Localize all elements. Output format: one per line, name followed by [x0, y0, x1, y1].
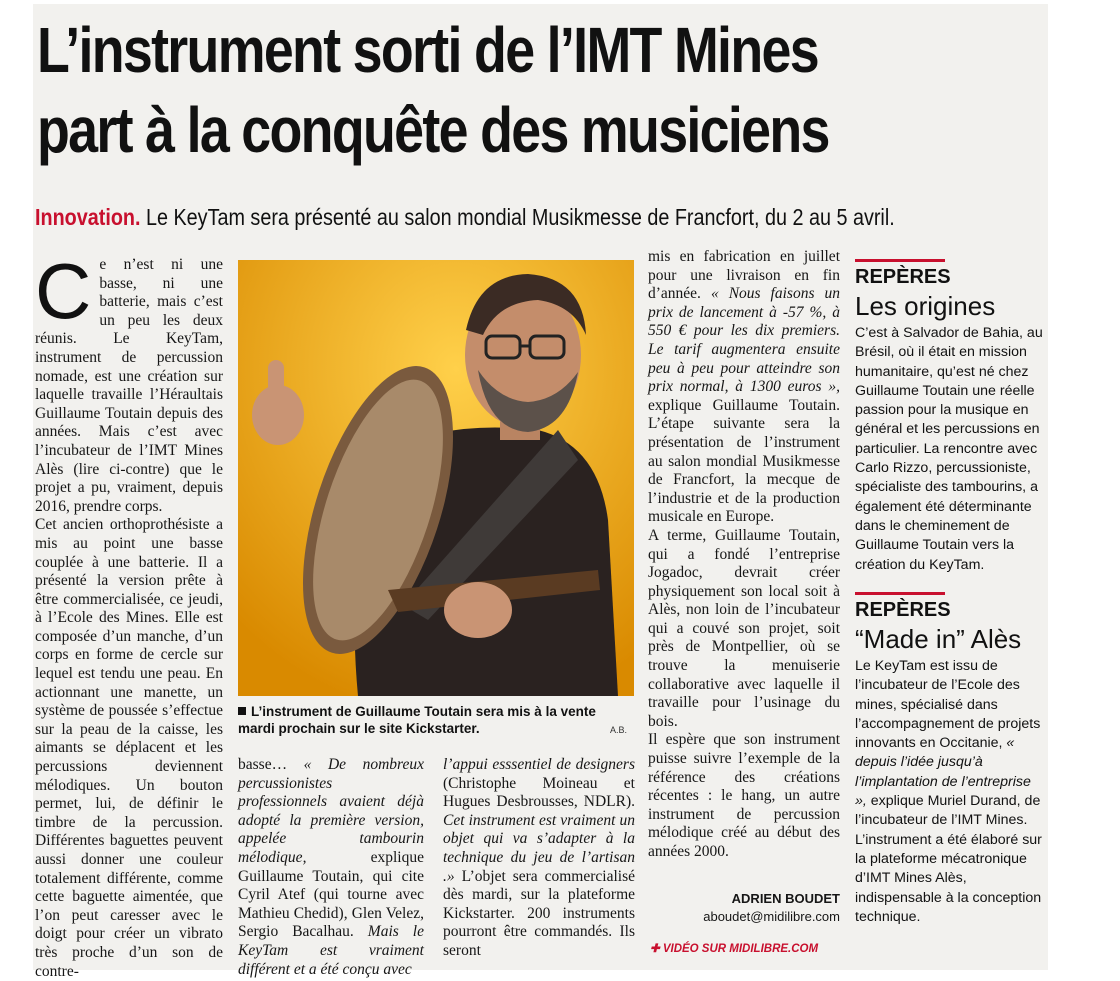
quote-run: « Nous faisons un prix de lancement à -57 %, à 550 € pour les dix premiers. Le tarif augmentera ensuite peu à peu pour atteindre son prix normal, à 1300 euros »,	[648, 285, 840, 396]
quote-run: l’appui esssentiel de designers	[443, 756, 635, 773]
quote-run: « depuis l’idée jusqu’à l’implantation de l’entreprise »,	[855, 735, 1031, 810]
article-column-1	[35, 247, 223, 981]
sidebar-kicker: REPÈRES	[855, 266, 951, 288]
author-name: ADRIEN BOUDET	[731, 890, 840, 906]
video-link[interactable]: ✚ VIDÉO SUR MIDILIBRE.COM	[650, 943, 819, 955]
sidebar-box-made-in-ales	[855, 592, 1045, 927]
photo-credit: A.B.	[610, 725, 628, 735]
text-run: basse…	[238, 756, 304, 773]
headline-line-2: part à la conquête des musiciens	[37, 94, 829, 166]
sidebar-title: “Made in” Alès	[855, 624, 1022, 654]
red-rule	[855, 259, 945, 262]
quote-run: Cet instrument est vraiment un objet qui va s’adapter à la technique du jeu de l’artisan .»	[443, 811, 635, 885]
paragraph: e n’est ni une basse, ni une batterie, mais c’est un peu les deux réunis. Le KeyTam, instrument de percussion nomade, est une création sur laquelle travaille l’Héraultais Guillaume Toutain depuis des années. Mais c’est avec l’incubateur de l’IMT Mines Alès (lire ci-contre) que le projet a pu, vraiment, depuis 2016, prendre corps.	[35, 256, 223, 515]
paragraph	[238, 756, 424, 979]
caption-square-icon	[238, 707, 246, 715]
paragraph	[443, 756, 635, 961]
text-run: L’objet sera commercialisé dès mardi, sur la plateforme Kickstarter. 200 instruments pourront être commandés. Ils seront	[443, 867, 635, 959]
red-rule	[855, 592, 945, 595]
article-column-2	[238, 756, 424, 979]
byline	[648, 890, 840, 927]
photo-caption	[238, 703, 634, 737]
standfirst	[35, 204, 895, 231]
headline	[37, 10, 885, 170]
text-run: explique Guillaume Toutain. L’étape suivante sera la présentation de l’instrument au salon mondial Musikmesse de Francfort, la mecque de l’industrie et de la production musicale en Europe.	[648, 396, 840, 526]
headline-line-1: L’instrument sorti de l’IMT Mines	[37, 14, 818, 86]
text-run: explique Guillaume Toutain, qui cite Cyril Atef (qui tourne avec Mathieu Chedid), Glen Velez, Sergio Bacalhau.	[238, 848, 424, 941]
sidebar-body	[855, 657, 1045, 927]
quote-run: « De nombreux percussionistes professionnels avaient déjà adopté la première version, appelée tambourin mélodique,	[238, 756, 424, 866]
standfirst-text: Le KeyTam sera présenté au salon mondial Musikmesse de Francfort, du 2 au 5 avril.	[140, 204, 895, 230]
sidebar-title: Les origines	[855, 291, 996, 321]
paragraph: Il espère que son instrument puisse suivre l’exemple de la référence des créations récentes : le hang, un autre instrument de percussion mélodique créé au début des années 2000.	[648, 731, 840, 860]
text-run: explique Muriel Durand, de l’incubateur de l’IMT Mines. L’instrument a été élaboré sur la plateforme mécatronique d’IMT Mines Alès, indispensable à la conception technique.	[855, 793, 1042, 925]
paragraph: Cet ancien orthoprothésiste a mis au point une basse couplée à une batterie. Il a présenté la version prête à être commercialisée, ce jeudi, à l’Ecole des Mines. Elle est composée d’un manche, d’un corps en forme de cercle sur lequel est tendu une peau. En actionnant une manette, un système de poussée s’effectue sur la peau de la caisse, les aimants se déplacent et les percussions deviennent mélodiques. Un bouton permet, lui, de définir le timbre de la percussion. Différentes baguettes peuvent aussi donner une couleur totalement différente, comme cette baguette aimentée, que l’on peut caresser avec le doigt pour créer un vibrato très proche d’un son de contre-	[35, 516, 223, 980]
paragraph	[648, 248, 840, 527]
text-run: mis en fabrication en juillet pour une livraison en fin d’année.	[648, 248, 840, 303]
sidebar-body: C’est à Salvador de Bahia, au Brésil, où il était en mission humanitaire, qu’est né chez Guillaume Toutain une réelle passion pour la musique en général et les percussions en particulier. La rencontre avec Carlo Rizzo, percussioniste, spécialiste des tambourins, a également été déterminante dans le cheminement de Guillaume Toutain vers la création du KeyTam.	[855, 325, 1043, 573]
sidebar-box-origins	[855, 259, 1045, 575]
article-photo	[238, 260, 634, 696]
newspaper-page	[33, 4, 1048, 980]
drop-cap: C	[35, 247, 92, 335]
text-run: Le KeyTam est issu de l’incubateur de l’Ecole des mines, spécialisé dans l’accompagnement de projets innovants en Occitanie,	[855, 658, 1041, 752]
section-tag: Innovation.	[35, 204, 141, 230]
text-run: (Christophe Moineau et Hugues Desbrousses, NDLR).	[443, 774, 635, 811]
quote-run: Mais le KeyTam est vraiment différent et a été conçu avec	[238, 923, 424, 978]
sidebar-kicker: REPÈRES	[855, 599, 951, 621]
paragraph: A terme, Guillaume Toutain, qui a fondé l’entreprise Jogadoc, devrait créer physiquement son local soit à Alès, non loin de l’incubateur qui a couvé son projet, soit près de Montpellier, où se trouve la menuiserie collaborative avec laquelle il travaille pour l’usinage du bois.	[648, 526, 840, 730]
musician-with-keytam-illustration	[238, 260, 634, 696]
article-column-3	[443, 756, 635, 961]
caption-text: L’instrument de Guillaume Toutain sera mis à la vente mardi prochain sur le site Kickstarter.	[238, 704, 596, 736]
article-column-4	[648, 248, 840, 927]
author-email: aboudet@midilibre.com	[703, 909, 840, 925]
